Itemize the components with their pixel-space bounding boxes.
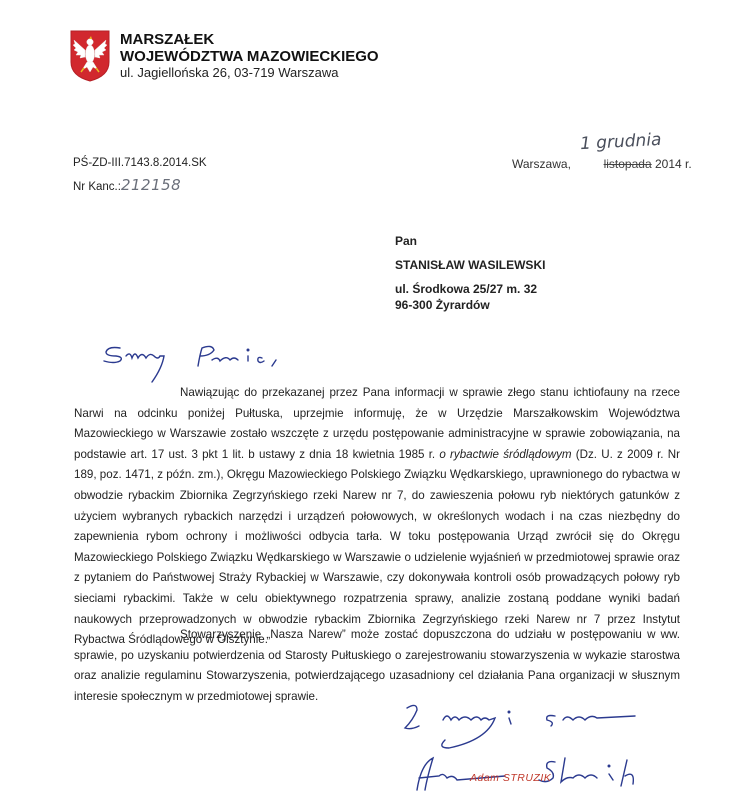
- letterhead-title: [120, 31, 379, 65]
- letterhead-address: ul. Jagiellońska 26, 03-719 Warszawa: [120, 65, 339, 80]
- kanc-handwritten-value: 212158: [120, 176, 182, 194]
- paragraph1-part-a: Nawiązując do przekazanej przez Pana informacji w sprawie złego stanu ichtiofauny na rzece Narwi na odcinku poniżej Pułtuska, uprzejmie informuję, że w Urzędzie Marszałkowskim Województwa Mazowieckiego w Warszawie zostało wszczęte z urzędu postępowanie administracyjne w sprawie zobowiązania, na podstawie art. 17 ust. 3 pkt 1 lit. b ustawy z dnia 18 kwietnia 1985 r.: [74, 386, 680, 461]
- recipient-salutation: Pan: [395, 234, 418, 248]
- date-city: Warszawa,: [512, 157, 571, 171]
- case-number: PŚ-ZD-III.7143.8.2014.SK: [73, 157, 207, 169]
- place-date: [512, 157, 692, 171]
- handwritten-greeting: [100, 336, 310, 386]
- signatory-stamp: Adam STRUZIK: [470, 772, 552, 784]
- date-month-struck: listopada: [603, 157, 652, 171]
- handwritten-date: 1 grudnia: [579, 129, 662, 155]
- kanc-number: [73, 176, 181, 194]
- letterhead-title-line2: WOJEWÓDZTWA MAZOWIECKIEGO: [120, 48, 379, 65]
- letterhead-title-line1: MARSZAŁEK: [120, 31, 215, 48]
- paragraph1-part-b: (Dz. U. z 2009 r. Nr 189, poz. 1471, z późn. zm.), Okręgu Mazowieckiego Polskiego Związku Wędkarskiego, uprawnionego do rybactwa w obwodzie rybackim Zbiornika Zegrzyńskiego rzeki Narew nr 7, do zawieszenia połowu ryb niektórych gatunków z użyciem wybranych rybackich narzędzi i urządzeń połowowych, w określonych wodach i na czas niezbędny do zapewnienia rybom ochrony i możliwości odbycia tarła. W toku postępowania Urząd zwrócił się do Okręgu Mazowieckiego Polskiego Związku Wędkarskiego w Warszawie o udzielenie wyjaśnień w przedmiotowej sprawie oraz z pytaniem do Państwowej Straży Rybackiej w Warszawie, czy dokonywała kontroli osób prowadzących połowy ryb sieciami rybackimi. Także w celu obiektywnego rozpatrzenia sprawy, analizie zostaną poddane wyniki badań naukowych przeprowadzonych w obwodzie rybackim Zbiornika Zegrzyńskiego rzeki Narew nr 7 przez Instytut Rybactwa Śródlądowego w Olsztynie.: [74, 447, 680, 647]
- law-title-italic: o rybactwie śródlądowym: [439, 447, 572, 461]
- paragraph2-text: Stowarzyszenie „Nasza Narew” może zostać dopuszczona do udziału w postępowaniu w ww. sprawie, po uzyskaniu potwierdzenia od Starosty Pułtuskiego o zarejestrowaniu stowarzyszenia w wykazie starostwa oraz analizie regulaminu Stowarzyszenia, potwierdzającego uzasadniony cel działania Pana organizacji w słusznym interesie społecznym w przedmiotowej sprawie.: [74, 628, 680, 703]
- recipient-name: STANISŁAW WASILEWSKI: [395, 258, 546, 272]
- recipient-street: ul. Środkowa 25/27 m. 32: [395, 282, 538, 296]
- date-year: 2014 r.: [654, 157, 692, 171]
- letter-body-paragraph-1: [74, 383, 680, 651]
- handwritten-signature: [395, 700, 695, 800]
- coat-of-arms-eagle-icon: [70, 30, 110, 82]
- recipient-city: 96-300 Żyrardów: [395, 298, 490, 312]
- kanc-label: Nr Kanc.:: [73, 181, 121, 193]
- letter-body-paragraph-2: [74, 625, 680, 707]
